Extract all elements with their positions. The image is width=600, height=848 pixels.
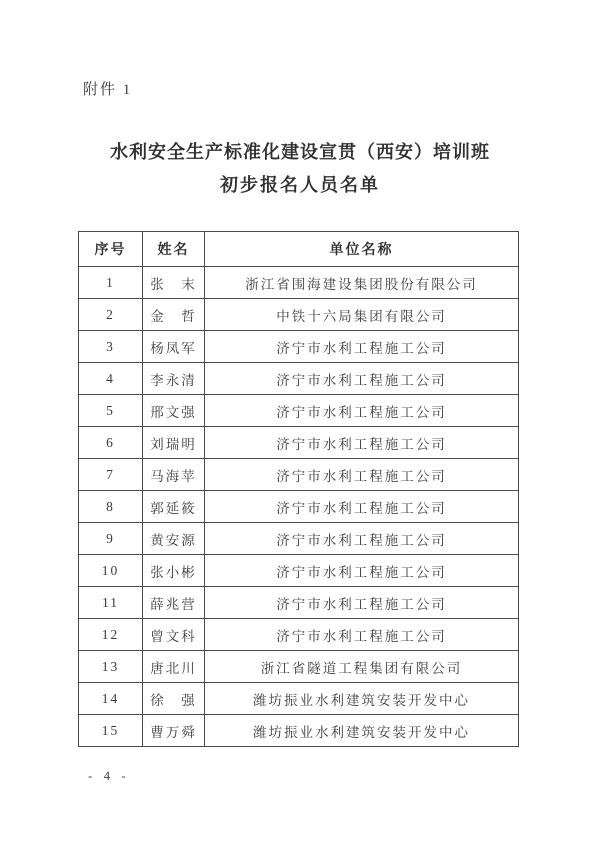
page-number: - 4 -	[88, 768, 130, 783]
cell-name: 金 哲	[143, 299, 205, 331]
cell-name: 唐北川	[143, 651, 205, 683]
table-row	[79, 363, 519, 395]
table-row	[79, 523, 519, 555]
table-row	[79, 299, 519, 331]
cell-seq: 10	[79, 555, 143, 587]
cell-unit: 济宁市水利工程施工公司	[205, 331, 519, 363]
table-row	[79, 555, 519, 587]
cell-name: 杨凤军	[143, 331, 205, 363]
cell-seq: 5	[79, 395, 143, 427]
column-header-seq: 序号	[79, 232, 143, 267]
column-header-name: 姓名	[143, 232, 205, 267]
cell-name: 薛兆营	[143, 587, 205, 619]
cell-unit: 济宁市水利工程施工公司	[205, 491, 519, 523]
cell-seq: 7	[79, 459, 143, 491]
table-row	[79, 459, 519, 491]
cell-seq: 12	[79, 619, 143, 651]
cell-name: 马海苹	[143, 459, 205, 491]
table-row	[79, 587, 519, 619]
attachment-label: 附件 1	[83, 82, 133, 98]
roster-table-body	[79, 267, 519, 747]
cell-name: 张小彬	[143, 555, 205, 587]
cell-unit: 济宁市水利工程施工公司	[205, 427, 519, 459]
cell-unit: 浙江省围海建设集团股份有限公司	[205, 267, 519, 299]
table-row	[79, 427, 519, 459]
cell-seq: 11	[79, 587, 143, 619]
cell-name: 刘瑞明	[143, 427, 205, 459]
cell-unit: 济宁市水利工程施工公司	[205, 523, 519, 555]
cell-unit: 济宁市水利工程施工公司	[205, 363, 519, 395]
title-line-2: 初步报名人员名单	[220, 175, 380, 195]
cell-unit: 中铁十六局集团有限公司	[205, 299, 519, 331]
cell-name: 张 末	[143, 267, 205, 299]
table-row	[79, 331, 519, 363]
cell-seq: 9	[79, 523, 143, 555]
title-line-1: 水利安全生产标准化建设宣贯（西安）培训班	[110, 142, 490, 162]
cell-unit: 济宁市水利工程施工公司	[205, 395, 519, 427]
table-row	[79, 619, 519, 651]
column-header-unit: 单位名称	[205, 232, 519, 267]
cell-unit: 济宁市水利工程施工公司	[205, 587, 519, 619]
cell-name: 曹万舜	[143, 715, 205, 747]
cell-seq: 2	[79, 299, 143, 331]
cell-seq: 6	[79, 427, 143, 459]
table-row	[79, 267, 519, 299]
cell-seq: 4	[79, 363, 143, 395]
cell-seq: 3	[79, 331, 143, 363]
cell-seq: 14	[79, 683, 143, 715]
cell-seq: 15	[79, 715, 143, 747]
cell-name: 邢文强	[143, 395, 205, 427]
cell-name: 李永清	[143, 363, 205, 395]
table-header-row	[79, 232, 519, 267]
cell-unit: 浙江省隧道工程集团有限公司	[205, 651, 519, 683]
roster-table	[78, 231, 519, 747]
cell-name: 曾文科	[143, 619, 205, 651]
cell-name: 黄安源	[143, 523, 205, 555]
cell-name: 徐 强	[143, 683, 205, 715]
cell-unit: 潍坊振业水利建筑安装开发中心	[205, 683, 519, 715]
cell-name: 郭延筱	[143, 491, 205, 523]
document-title	[0, 141, 600, 196]
cell-seq: 1	[79, 267, 143, 299]
table-row	[79, 491, 519, 523]
table-row	[79, 683, 519, 715]
table-row	[79, 651, 519, 683]
table-row	[79, 715, 519, 747]
cell-unit: 济宁市水利工程施工公司	[205, 459, 519, 491]
cell-seq: 13	[79, 651, 143, 683]
cell-unit: 济宁市水利工程施工公司	[205, 555, 519, 587]
cell-seq: 8	[79, 491, 143, 523]
cell-unit: 潍坊振业水利建筑安装开发中心	[205, 715, 519, 747]
table-row	[79, 395, 519, 427]
cell-unit: 济宁市水利工程施工公司	[205, 619, 519, 651]
